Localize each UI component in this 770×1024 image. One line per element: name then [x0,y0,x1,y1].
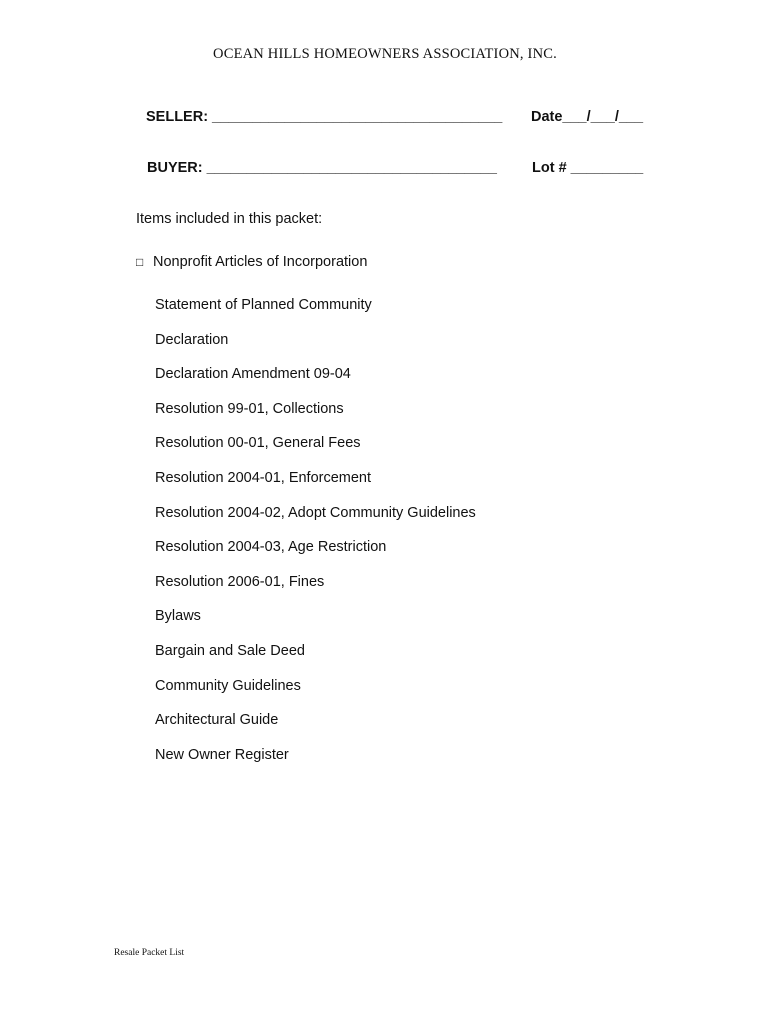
list-item: Bargain and Sale Deed [155,642,305,659]
checkbox-icon: □ [136,255,144,269]
list-item: Resolution 2004-01, Enforcement [155,469,372,486]
page-title: OCEAN HILLS HOMEOWNERS ASSOCIATION, INC. [213,46,557,62]
lot-field: Lot # _________ [532,160,644,176]
list-item: New Owner Register [155,746,289,763]
list-item: Statement of Planned Community [155,297,372,313]
footer-label: Resale Packet List [114,948,185,958]
first-item-label: Nonprofit Articles of Incorporation [153,254,368,270]
list-item: Resolution 99-01, Collections [155,400,344,417]
packet-first-item [136,254,367,270]
packet-intro: Items included in this packet: [136,211,323,227]
packet-items-list [155,296,476,780]
list-item: Architectural Guide [155,712,279,729]
list-item: Declaration [155,331,229,348]
date-field: Date___/___/___ [531,109,644,125]
list-item: Declaration Amendment 09-04 [155,366,351,383]
list-item: Resolution 00-01, General Fees [155,435,361,452]
seller-field: SELLER: ____________________________________ [146,109,503,125]
list-item: Bylaws [155,608,201,625]
list-item: Resolution 2004-03, Age Restriction [155,539,387,556]
list-item: Resolution 2006-01, Fines [155,573,325,590]
buyer-field: BUYER: ____________________________________ [147,160,497,176]
list-item: Community Guidelines [155,677,301,694]
list-item: Resolution 2004-02, Adopt Community Guidelines [155,504,476,521]
